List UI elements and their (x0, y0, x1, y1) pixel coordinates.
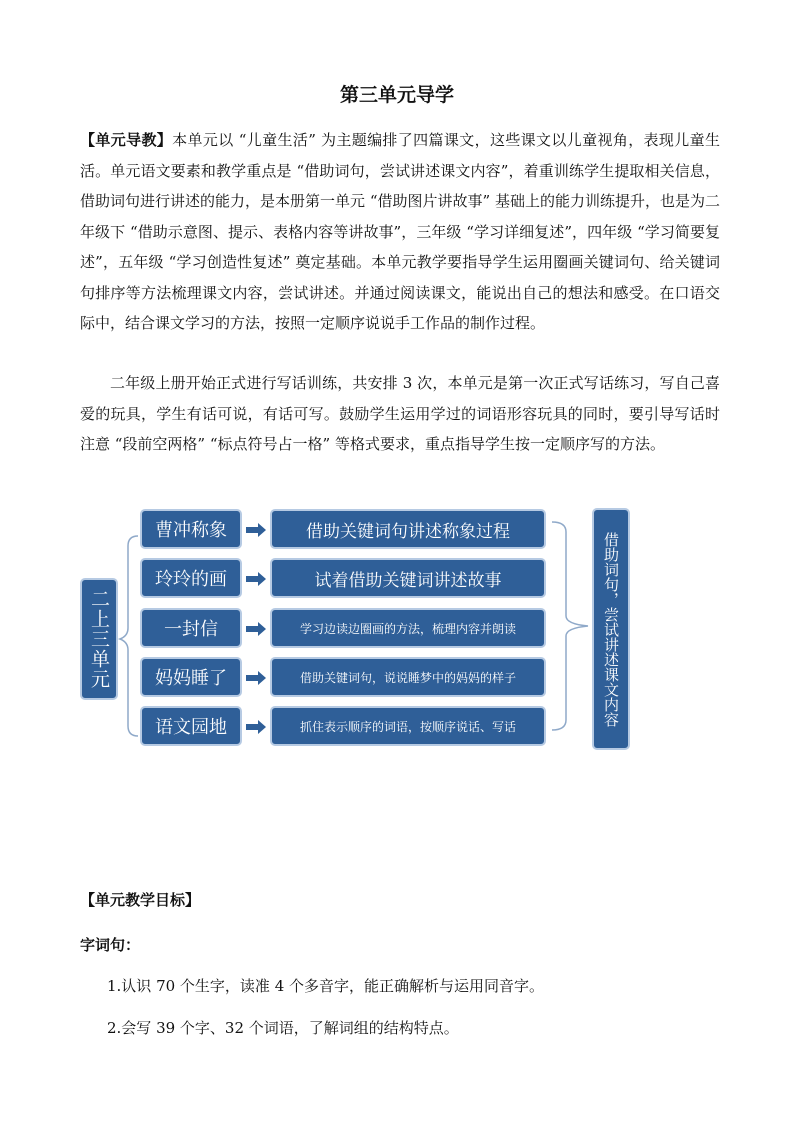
left-bracket (120, 536, 138, 736)
arrow-right-icon (246, 572, 266, 586)
goals-heading: 【单元教学目标】 (80, 891, 201, 909)
lesson-desc-box-1: 借助关键词句讲述称象过程 (270, 509, 546, 549)
unit-label-box: 二上三单元 (80, 578, 118, 700)
goal-item-1: 1.认识 70 个生字，读准 4 个多音字，能正确解析与运用同音字。 (107, 977, 545, 995)
lesson-box-2: 玲玲的画 (140, 558, 242, 598)
lesson-desc-box-3: 学习边读边圈画的方法，梳理内容并朗读 (270, 608, 546, 648)
lesson-box-5: 语文园地 (140, 706, 242, 746)
goal-item-2: 2.会写 39 个字、32 个词语，了解词组的结构特点。 (107, 1019, 459, 1037)
lesson-box-1: 曹冲称象 (140, 509, 242, 549)
intro-lead: 【单元导教】 (80, 131, 173, 149)
summary-box: 借助词句，尝试讲述课文内容 (592, 508, 630, 750)
unit-structure-diagram (0, 500, 794, 760)
lesson-desc-box-2: 试着借助关键词讲述故事 (270, 558, 546, 598)
right-bracket (552, 522, 588, 730)
arrow-right-icon (246, 720, 266, 734)
intro-paragraph (80, 125, 720, 339)
lesson-box-4: 妈妈睡了 (140, 657, 242, 697)
intro-text: 本单元以 “儿童生活” 为主题编排了四篇课文，这些课文以儿童视角，表现儿童生活。单元语文要素和教学重点是 “借助词句，尝试讲述课文内容”，着重训练学生提取相关信息，借助词句进行讲述的能力，是本册第一单元 “借助图片讲故事” 基础上的能力训练提升，也是为二年级下 “借助示意图、提示、表格内容等讲故事”，三年级 “学习详细复述”，四年级 “学习简要复述”，五年级 “学习创造性复述” 奠定基础。本单元教学要指导学生运用圈画关键词句、给关键词句排序等方法梳理课文内容，尝试讲述。并通过阅读课文，能说出自己的想法和感受。在口语交际中，结合课文学习的方法，按照一定顺序说说手工作品的制作过程。 (80, 131, 720, 332)
arrow-right-icon (246, 523, 266, 537)
lesson-box-3: 一封信 (140, 608, 242, 648)
writing-paragraph: 二年级上册开始正式进行写话训练，共安排 3 次，本单元是第一次正式写话练习，写自己喜爱的玩具，学生有话可说，有话可写。鼓励学生运用学过的词语形容玩具的同时，要引导写话时注意 “段前空两格” “标点符号占一格” 等格式要求，重点指导学生按一定顺序写的方法。 (80, 374, 720, 453)
words-heading: 字词句： (80, 936, 141, 954)
arrow-right-icon (246, 622, 266, 636)
lesson-desc-box-5: 抓住表示顺序的词语，按顺序说话、写话 (270, 706, 546, 746)
lesson-desc-box-4: 借助关键词句，说说睡梦中的妈妈的样子 (270, 657, 546, 697)
arrow-right-icon (246, 671, 266, 685)
page-title: 第三单元导学 (339, 84, 454, 106)
